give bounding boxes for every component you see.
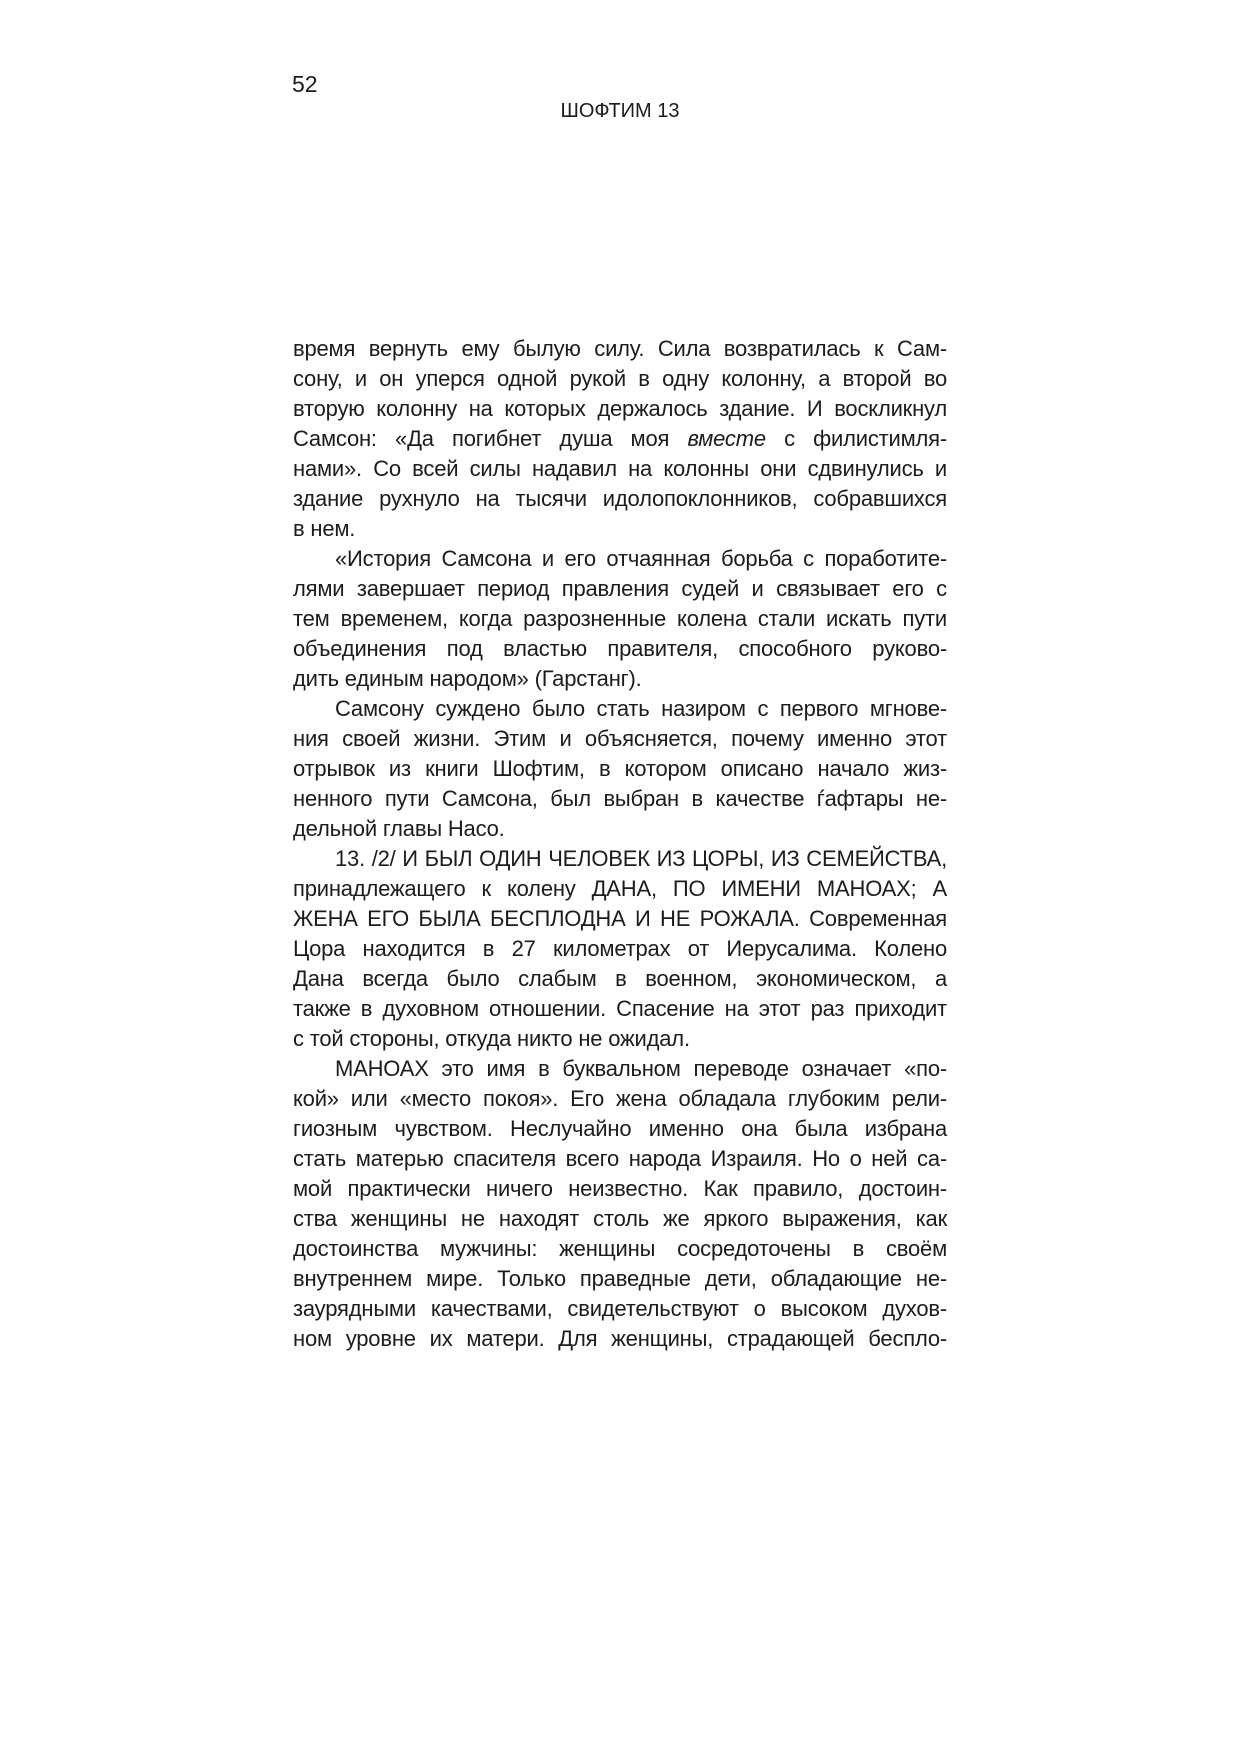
text-line: с той стороны, откуда никто не ожидал.	[293, 1026, 690, 1051]
paragraph	[293, 694, 947, 844]
text-line: гиозным чувством. Неслучайно именно она была избрана	[293, 1116, 947, 1141]
text-line: Цора находится в 27 километрах от Иерусалима. Колено	[293, 936, 947, 961]
text-line: объединения под властью правителя, способного руково-	[293, 636, 947, 661]
text-line: в нем.	[293, 516, 356, 541]
text-line: 13. /2/ И БЫЛ ОДИН ЧЕЛОВЕК ИЗ ЦОРЫ, ИЗ СЕМЕЙСТВА,	[335, 846, 947, 871]
text-line: кой» или «место покоя». Его жена обладала глубоким рели-	[293, 1086, 947, 1111]
paragraph	[293, 844, 947, 1054]
running-header: ШОФТИМ 13	[560, 100, 680, 122]
text-line: Дана всегда было слабым в военном, экономическом, а	[293, 966, 947, 991]
text-line: ния своей жизни. Этим и объясняется, почему именно этот	[293, 726, 947, 751]
text-line: вторую колонну на которых держалось здание. И воскликнул	[293, 396, 947, 421]
text-line: достоинства мужчины: женщины сосредоточены в своём	[293, 1236, 947, 1261]
text-body	[293, 334, 947, 1354]
text-line: ненного пути Самсона, был выбран в качестве ѓафтары не-	[293, 786, 947, 811]
text-line: Самсон: «Да погибнет душа моя вместе с филистимля-	[293, 426, 947, 451]
text-line: Самсону суждено было стать назиром с первого мгнове-	[335, 696, 947, 721]
text-line: ном уровне их матери. Для женщины, страдающей беспло-	[293, 1326, 947, 1351]
text-line: тем временем, когда разрозненные колена стали искать пути	[293, 606, 947, 631]
page-number: 52	[292, 71, 318, 97]
text-line: дить единым народом» (Гарстанг).	[293, 666, 642, 691]
text-line: ЖЕНА ЕГО БЫЛА БЕСПЛОДНА И НЕ РОЖАЛА. Современная	[293, 906, 947, 931]
paragraph	[293, 544, 947, 694]
text-line: ства женщины не находят столь же яркого выражения, как	[293, 1206, 947, 1231]
text-line: время вернуть ему былую силу. Сила возвратилась к Сам-	[293, 336, 947, 361]
text-line: отрывок из книги Шофтим, в котором описано начало жиз-	[293, 756, 947, 781]
text-line: дельной главы Насо.	[293, 816, 505, 841]
text-line: также в духовном отношении. Спасение на этот раз приходит	[293, 996, 947, 1021]
paragraph	[293, 334, 947, 544]
text-line: заурядными качествами, свидетельствуют о высоком духов-	[293, 1296, 947, 1321]
text-line: стать матерью спасителя всего народа Израиля. Но о ней са-	[293, 1146, 947, 1171]
text-line: «История Самсона и его отчаянная борьба с поработите-	[335, 546, 947, 571]
italic-text: вместе	[687, 426, 766, 451]
text-line: принадлежащего к колену ДАНА, ПО ИМЕНИ МАНОАХ; А	[293, 876, 947, 901]
text-line: лями завершает период правления судей и связывает его с	[293, 576, 947, 601]
text-line: МАНОАХ это имя в буквальном переводе означает «по-	[335, 1056, 947, 1081]
text-line: здание рухнуло на тысячи идолопоклонников, собравшихся	[293, 486, 947, 511]
text-line: внутреннем мире. Только праведные дети, обладающие не-	[293, 1266, 947, 1291]
text-line: нами». Со всей силы надавил на колонны они сдвинулись и	[293, 456, 947, 481]
text-line: мой практически ничего неизвестно. Как правило, достоин-	[293, 1176, 947, 1201]
text-line: сону, и он уперся одной рукой в одну колонну, а второй во	[293, 366, 947, 391]
paragraph	[293, 1054, 947, 1354]
